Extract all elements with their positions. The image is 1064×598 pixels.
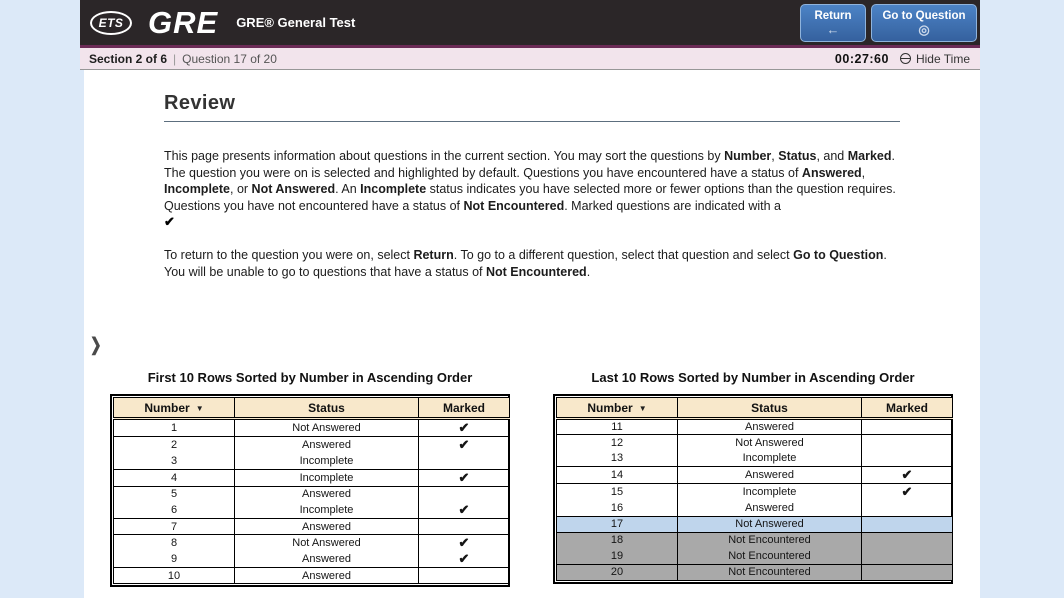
info-bar: [80, 48, 980, 70]
question-row-2[interactable]: [114, 437, 510, 454]
column-header-label: Marked: [442, 400, 486, 415]
question-number-cell: 5: [170, 488, 178, 501]
question-row-14[interactable]: [557, 467, 953, 484]
question-number-cell: 4: [114, 469, 235, 486]
hide-time-label: Hide Time: [915, 51, 970, 66]
go-to-question-button[interactable]: [871, 4, 977, 42]
question-row-9[interactable]: [114, 551, 510, 568]
navigation-buttons: [800, 4, 977, 42]
status-cell: Not Answered: [678, 435, 862, 451]
marked-cell: [862, 532, 953, 548]
question-number-cell: 12: [610, 436, 624, 449]
status-cell: Answered: [235, 551, 419, 568]
status-cell: Not Encountered: [678, 548, 862, 564]
checkmark-example-icon: ✔: [164, 214, 175, 229]
marked-checkmark-icon: ✔: [419, 502, 510, 519]
question-number-cell: 17: [557, 516, 678, 532]
question-number-cell: 8: [170, 537, 178, 549]
marked-checkmark-icon: ✔: [419, 535, 510, 552]
status-cell: Answered: [235, 519, 419, 535]
status-cell: Not Encountered: [678, 564, 862, 580]
marked-checkmark-icon: ✔: [419, 437, 510, 454]
collapse-chevron-icon[interactable]: ❯: [90, 333, 102, 355]
question-row-17[interactable]: [557, 516, 953, 532]
column-header-label: Number: [144, 400, 190, 415]
status-cell: Answered: [235, 437, 419, 454]
question-row-10[interactable]: [114, 568, 510, 584]
left-arrow-icon: ←: [826, 22, 840, 37]
question-number-cell: 1: [114, 419, 235, 437]
product-title: GRE® General Test: [236, 15, 356, 30]
question-row-11[interactable]: [557, 419, 953, 435]
question-number-cell: 10: [114, 568, 235, 584]
question-number-cell: 13: [557, 451, 678, 467]
question-table: [553, 394, 953, 584]
marked-cell: [419, 519, 510, 535]
table-title: Last 10 Rows Sorted by Number in Ascending Order: [591, 370, 915, 385]
test-window: [80, 0, 980, 598]
status-cell: Answered: [235, 568, 419, 584]
column-header-number[interactable]: [114, 398, 235, 419]
brand-area: [90, 5, 355, 41]
marked-cell: [862, 419, 953, 435]
question-number-cell: 14: [557, 467, 678, 484]
column-header-label: Marked: [885, 400, 929, 415]
section-indicator: Section 2 of 6: [89, 51, 168, 66]
question-row-4[interactable]: [114, 469, 510, 486]
question-number-cell: 2: [170, 439, 178, 451]
question-number-cell: 7: [114, 519, 235, 535]
marked-cell: [862, 548, 953, 564]
marked-checkmark-icon: ✔: [419, 419, 510, 437]
question-row-12[interactable]: [557, 435, 953, 451]
marked-cell: [862, 500, 953, 516]
question-row-3[interactable]: [114, 453, 510, 469]
status-cell: Answered: [678, 500, 862, 516]
question-row-1[interactable]: [114, 419, 510, 437]
gre-wordmark: GRE: [148, 4, 219, 40]
marked-checkmark-icon: ✔: [862, 484, 953, 501]
marked-checkmark-icon: ✔: [862, 467, 953, 484]
question-number-cell: 11: [557, 419, 678, 435]
question-row-7[interactable]: [114, 519, 510, 535]
column-header-label: Status: [308, 400, 345, 415]
question-row-19: [557, 548, 953, 564]
table-title: First 10 Rows Sorted by Number in Ascending Order: [147, 370, 473, 385]
question-row-15[interactable]: [557, 484, 953, 501]
marked-cell: [862, 451, 953, 467]
clock-icon: [900, 53, 911, 64]
ets-logo: [90, 11, 132, 35]
marked-cell: [862, 564, 953, 580]
status-cell: Not Answered: [235, 419, 419, 437]
status-cell: Not Answered: [235, 535, 419, 552]
column-header-number[interactable]: [557, 398, 678, 419]
progress-indicators: [89, 52, 277, 66]
question-row-8[interactable]: [114, 535, 510, 552]
review-content: [84, 70, 980, 598]
hide-time-toggle[interactable]: [900, 52, 970, 66]
marked-cell: [862, 435, 953, 451]
column-header-marked[interactable]: [419, 398, 510, 419]
instructions-paragraph-1: This page presents information about questions in the current section. You may sort the questions by Number, Status, and Marked. The question you were on is selected and highlighted by default. Questions you have encountered have a status of Answered, Incomplete, or Not Answered. An Incomplete status indicates you have selected more or fewer options than the question requires. Questions you have not encountered have a status of Not Encountered. Marked questions are indicated with a: [164, 149, 896, 213]
marked-checkmark-icon: ✔: [419, 469, 510, 486]
status-cell: Incomplete: [678, 484, 862, 501]
question-table: [110, 394, 510, 587]
status-cell: Answered: [678, 419, 862, 435]
question-number-cell: 16: [557, 500, 678, 516]
bullseye-icon: ◎: [918, 22, 930, 37]
question-number-cell: 15: [610, 486, 624, 498]
status-cell: Answered: [678, 467, 862, 484]
marked-cell: [419, 453, 510, 469]
marked-cell: [419, 486, 510, 502]
question-number-cell: 6: [114, 502, 235, 519]
status-cell: Answered: [235, 486, 419, 502]
marked-cell: [862, 516, 953, 532]
instructions-paragraph-2: To return to the question you were on, select Return. To go to a different question, select that question and select Go to Question. You will be unable to go to questions that have a status of Not Encountered.: [164, 248, 887, 279]
column-header-label: Status: [751, 400, 788, 415]
column-header-marked[interactable]: [862, 398, 953, 419]
question-row-16[interactable]: [557, 500, 953, 516]
question-number-cell: 9: [114, 551, 235, 568]
timer-area: [835, 52, 970, 66]
status-cell: Incomplete: [235, 453, 419, 469]
first-10-table-block: [110, 370, 510, 587]
marked-cell: [419, 568, 510, 584]
column-header-status[interactable]: [678, 398, 862, 419]
question-row-6[interactable]: [114, 502, 510, 519]
status-cell: Not Answered: [678, 516, 862, 532]
question-number-cell: 19: [557, 548, 678, 564]
question-indicator: Question 17 of 20: [182, 51, 277, 66]
column-header-status[interactable]: [235, 398, 419, 419]
marked-checkmark-icon: ✔: [419, 551, 510, 568]
question-row-13[interactable]: [557, 451, 953, 467]
status-cell: Incomplete: [235, 469, 419, 486]
sort-descending-arrow-icon: ▼: [195, 403, 204, 413]
timer-display: 00:27:60: [834, 51, 889, 66]
separator: |: [173, 51, 177, 66]
last-10-table-block: [553, 370, 953, 584]
ets-logo-text: ETS: [98, 15, 124, 30]
title-rule: [164, 121, 900, 122]
return-button-label: Return: [814, 10, 852, 22]
question-number-cell: 18: [557, 532, 678, 548]
question-row-20: [557, 564, 953, 580]
status-cell: Incomplete: [678, 451, 862, 467]
question-number-cell: 20: [557, 564, 678, 580]
sort-descending-arrow-icon: ▼: [638, 403, 647, 413]
column-header-label: Number: [587, 400, 633, 415]
return-button[interactable]: [800, 4, 866, 42]
page-title: Review: [164, 92, 236, 114]
question-row-5[interactable]: [114, 486, 510, 502]
status-cell: Not Encountered: [678, 532, 862, 548]
status-cell: Incomplete: [235, 502, 419, 519]
top-bar: [80, 0, 980, 45]
question-number-cell: 3: [114, 453, 235, 469]
question-row-18: [557, 532, 953, 548]
go-to-question-button-label: Go to Question: [882, 10, 966, 22]
